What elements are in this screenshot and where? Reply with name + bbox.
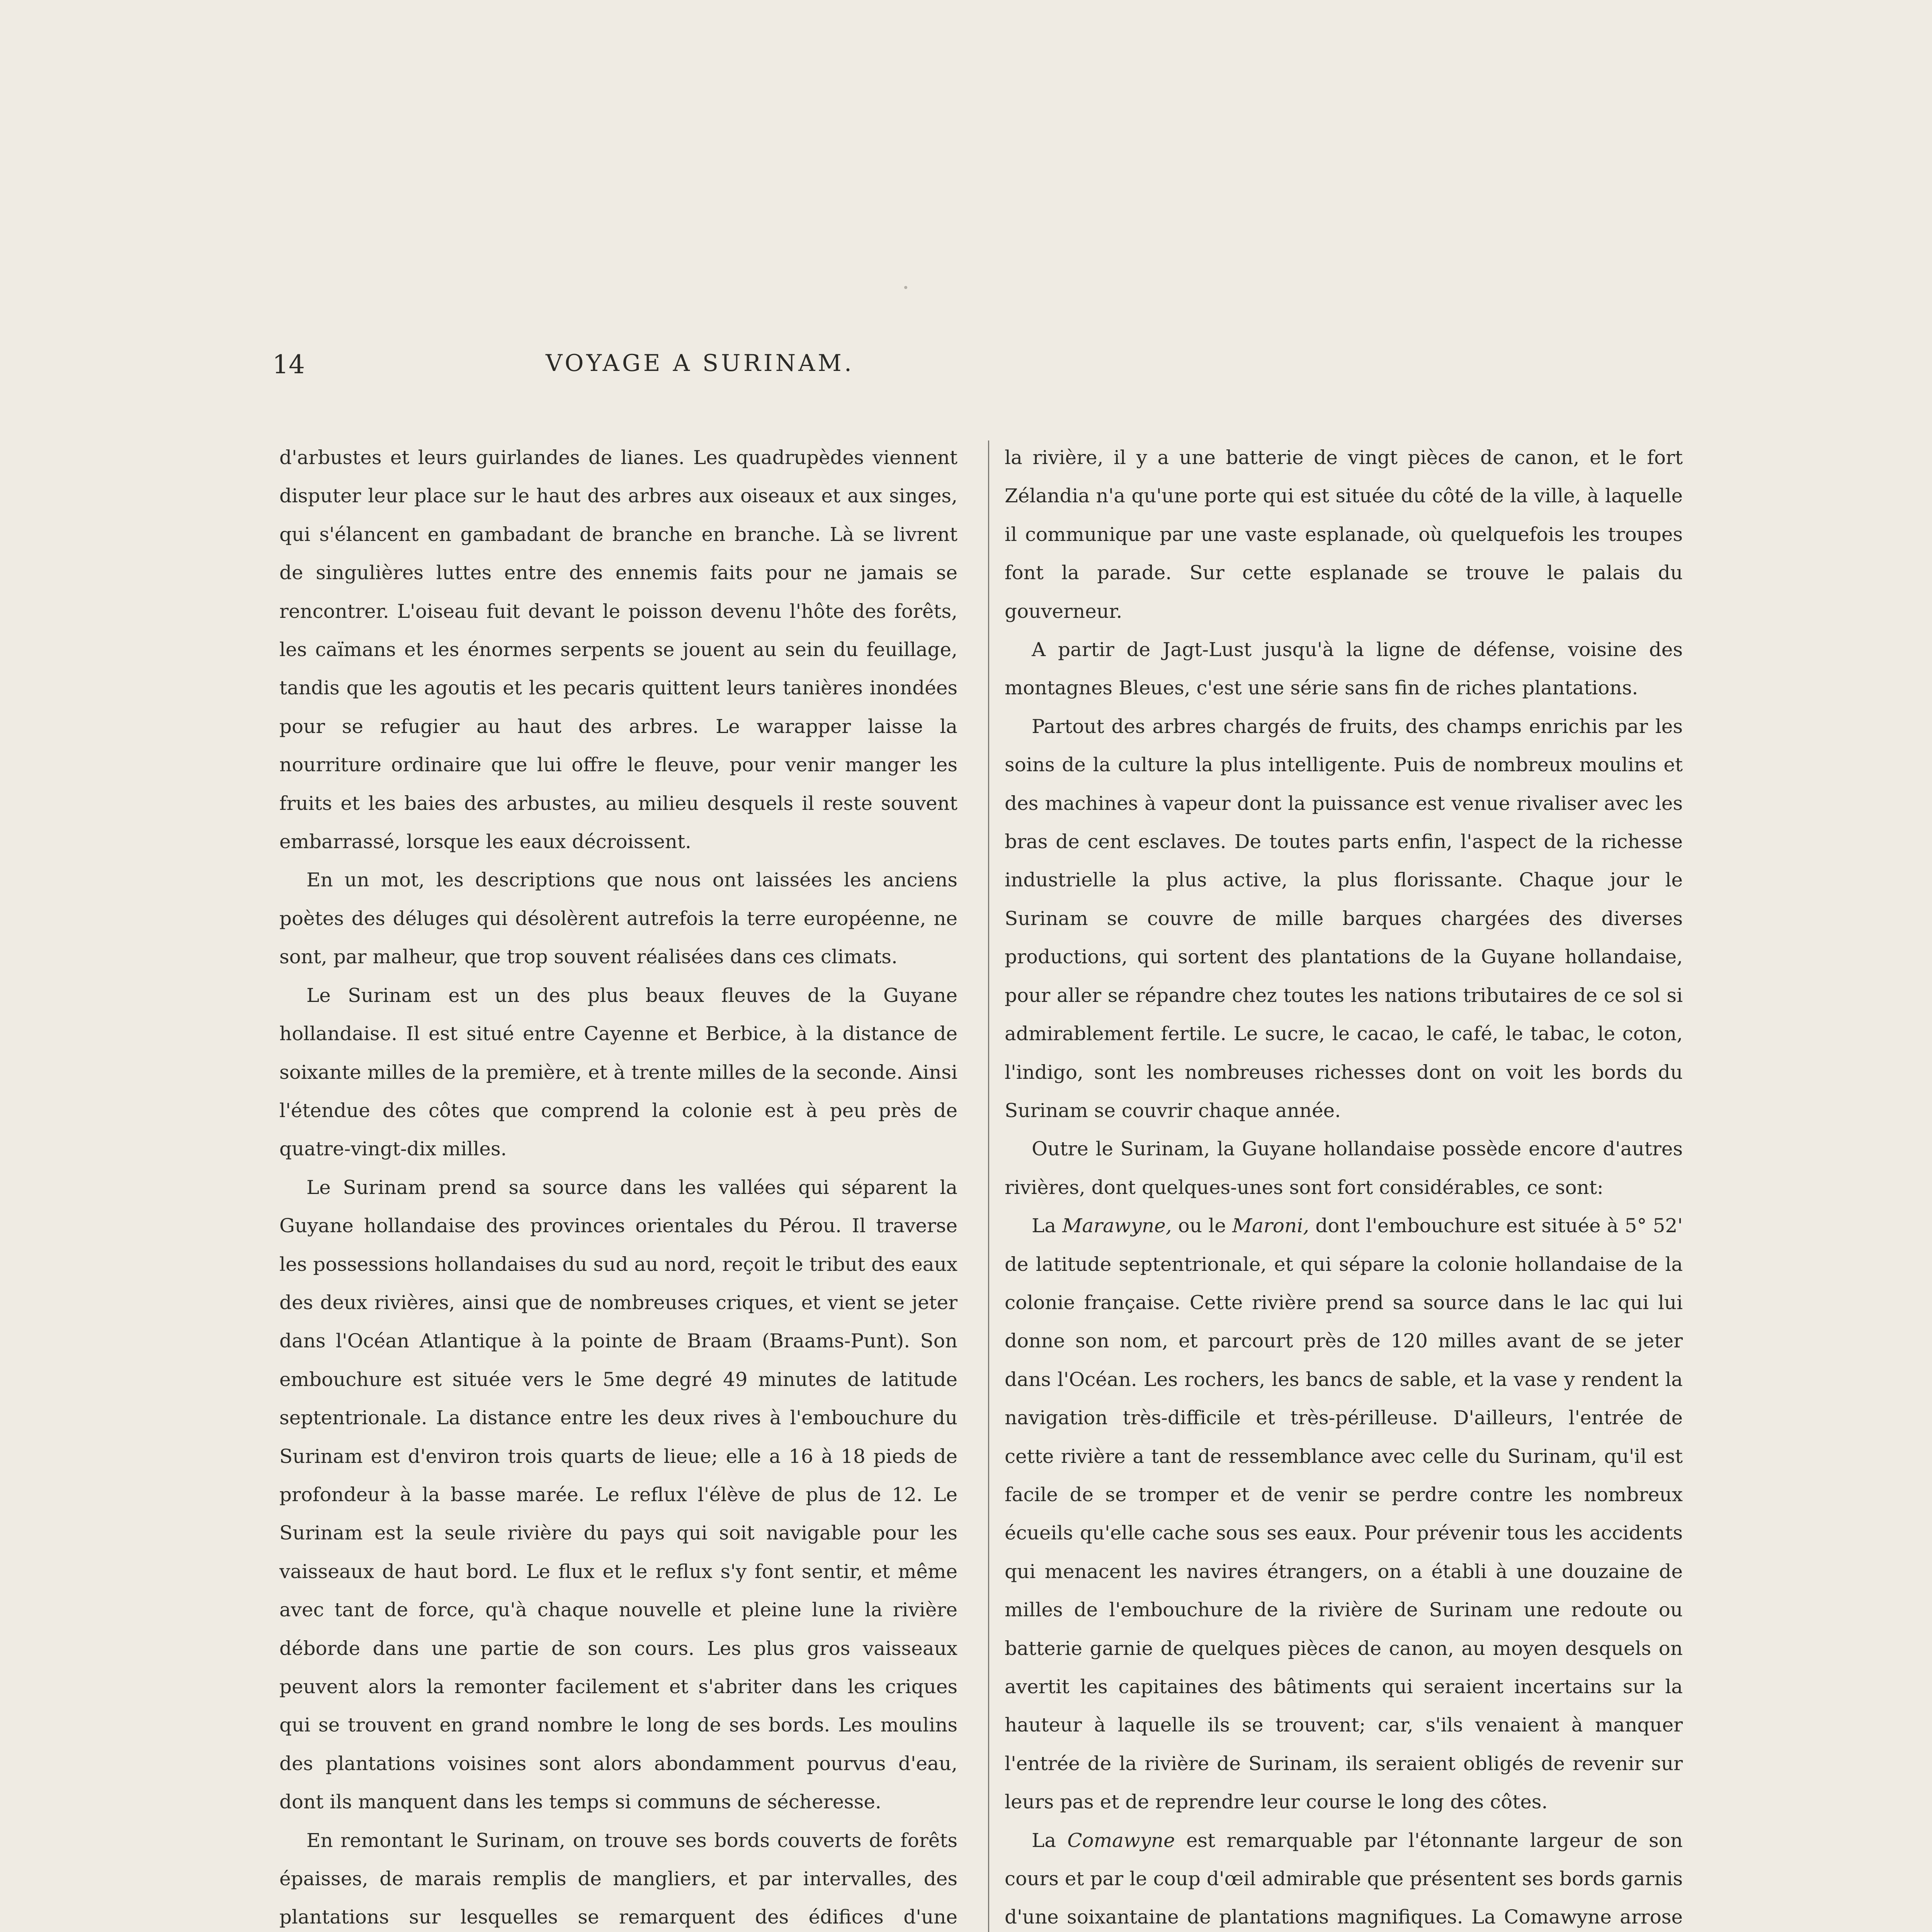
paper-speck-top [904, 286, 907, 289]
right-column [1005, 439, 1683, 1932]
text-run: est remarquable par l'étonnante largeur de son cours et par le coup d'œil admirable que présentent ses bords garnis d'une soixantaine de plantations magnifiques. La Comawyne arrose [1005, 1829, 1683, 1929]
paragraph: d'arbustes et leurs guirlandes de lianes. Les quadrupèdes viennent disputer leur place sur le haut des arbres aux oiseaux et aux singes, qui s'élancent en gambadant de branche en branche. Là se livrent de singulières luttes entre des ennemis faits pour ne jamais se rencontrer. L'oiseau fuit devant le poisson devenu l'hôte des forêts, les caïmans et les énormes serpents se jouent au sein du feuillage, tandis que les agoutis et les pecaris quittent leurs tanières inondées pour se refugier au haut des arbres. Le warapper laisse la nourriture ordinaire que lui offre le fleuve, pour venir manger les fruits et les baies des arbustes, au milieu desquels il reste souvent embarrassé, lorsque les eaux décroissent. [279, 446, 957, 853]
paragraph: En un mot, les descriptions que nous ont laissées les anciens poètes des déluges qui désolèrent autrefois la terre européenne, ne sont, par malheur, que trop souvent réalisées dans ces climats. [279, 869, 957, 968]
page-number: 14 [272, 350, 305, 379]
river-name-maroni: Maroni, [1232, 1214, 1310, 1237]
page-header [272, 350, 1128, 396]
column-divider [988, 440, 989, 1932]
paragraph-marawyne [1005, 1207, 1683, 1821]
text-run: La [1032, 1214, 1056, 1237]
running-title: VOYAGE A SURINAM. [546, 350, 854, 377]
left-column [279, 439, 957, 1932]
paragraph: En remontant le Surinam, on trouve ses bords couverts de forêts épaisses, de marais remplis de mangliers, et par intervalles, des plantations sur lesquelles se remarquent des édifices d'une [279, 1829, 957, 1929]
paragraph: A partir de Jagt-Lust jusqu'à la ligne de défense, voisine des montagnes Bleues, c'est une série sans fin de riches plantations. [1005, 638, 1683, 699]
river-name-comawyne: Comawyne [1067, 1829, 1175, 1852]
text-run: ou le [1178, 1214, 1226, 1237]
text-run: dont l'embouchure est située à 5° 52' de latitude septentrionale, et qui sépare la colonie hollandaise de la colonie française. Cette rivière prend sa source dans le lac qui lui donne son nom, et parcourt près de 120 milles avant de se jeter dans l'Océan. Les rochers, les bancs de sable, et la vase y rendent la navigation très-difficile et très-périlleuse. D'ailleurs, l'entrée de cette rivière a tant de ressemblance avec celle du Surinam, qu'il est facile de se tromper et de venir se perdre contre les nombreux écueils qu'elle cache sous ses eaux. Pour prévenir tous les accidents qui menacent les navires étrangers, on a établi à une douzaine de milles de l'embouchure de la rivière de Surinam une redoute ou batterie garnie de quelques pièces de canon, au moyen desquels on avertit les capitaines des bâtiments qui seraient incertains sur la hauteur à laquelle ils se trouvent; car, s'ils venaient à manquer l'entrée de la rivière de Surinam, ils seraient obligés de revenir sur leurs pas et de reprendre leur course le long des côtes. [1005, 1214, 1683, 1813]
river-name-marawyne: Marawyne, [1062, 1214, 1172, 1237]
text-run: La [1032, 1829, 1056, 1852]
paragraph: Outre le Surinam, la Guyane hollandaise possède encore d'autres rivières, dont quelques-unes sont fort considérables, ce sont: [1005, 1138, 1683, 1199]
paragraph: Le Surinam est un des plus beaux fleuves de la Guyane hollandaise. Il est situé entre Cayenne et Berbice, à la distance de soixante milles de la première, et à trente milles de la seconde. Ainsi l'étendue des côtes que comprend la colonie est à peu près de quatre-vingt-dix milles. [279, 984, 957, 1160]
paragraph: la rivière, il y a une batterie de vingt pièces de canon, et le fort Zélandia n'a qu'une porte qui est située du côté de la ville, à laquelle il communique par une vaste esplanade, où quelquefois les troupes font la parade. Sur cette esplanade se trouve le palais du gouverneur. [1005, 446, 1683, 622]
paragraph: Partout des arbres chargés de fruits, des champs enrichis par les soins de la culture la plus intelligente. Puis de nombreux moulins et des machines à vapeur dont la puissance est venue rivaliser avec les bras de cent esclaves. De toutes parts enfin, l'aspect de la richesse industrielle la plus active, la plus florissante. Chaque jour le Surinam se couvre de mille barques chargées des diverses productions, qui sortent des plantations de la Guyane hollandaise, pour aller se répandre chez toutes les nations tributaires de ce sol si admirablement fertile. Le sucre, le cacao, le café, le tabac, le coton, l'indigo, sont les nombreuses richesses dont on voit les bords du Surinam se couvrir chaque année. [1005, 715, 1683, 1122]
paragraph-comawyne [1005, 1821, 1683, 1932]
paragraph: Le Surinam prend sa source dans les vallées qui séparent la Guyane hollandaise des provinces orientales du Pérou. Il traverse les possessions hollandaises du sud au nord, reçoit le tribut des eaux des deux rivières, ainsi que de nombreuses criques, et vient se jeter dans l'Océan Atlantique à la pointe de Braam (Braams-Punt). Son embouchure est située vers le 5me degré 49 minutes de latitude septentrionale. La distance entre les deux rives à l'embouchure du Surinam est d'environ trois quarts de lieue; elle a 16 à 18 pieds de profondeur à la basse marée. Le reflux l'élève de plus de 12. Le Surinam est la seule rivière du pays qui soit navigable pour les vaisseaux de haut bord. Le flux et le reflux s'y font sentir, et même avec tant de force, qu'à chaque nouvelle et pleine lune la rivière déborde dans une partie de son cours. Les plus gros vaisseaux peuvent alors la remonter facilement et s'abriter dans les criques qui se trouvent en grand nombre le long de ses bords. Les moulins des plantations voisines sont alors abondamment pourvus d'eau, dont ils manquent dans les temps si communs de sécheresse. [279, 1176, 957, 1813]
